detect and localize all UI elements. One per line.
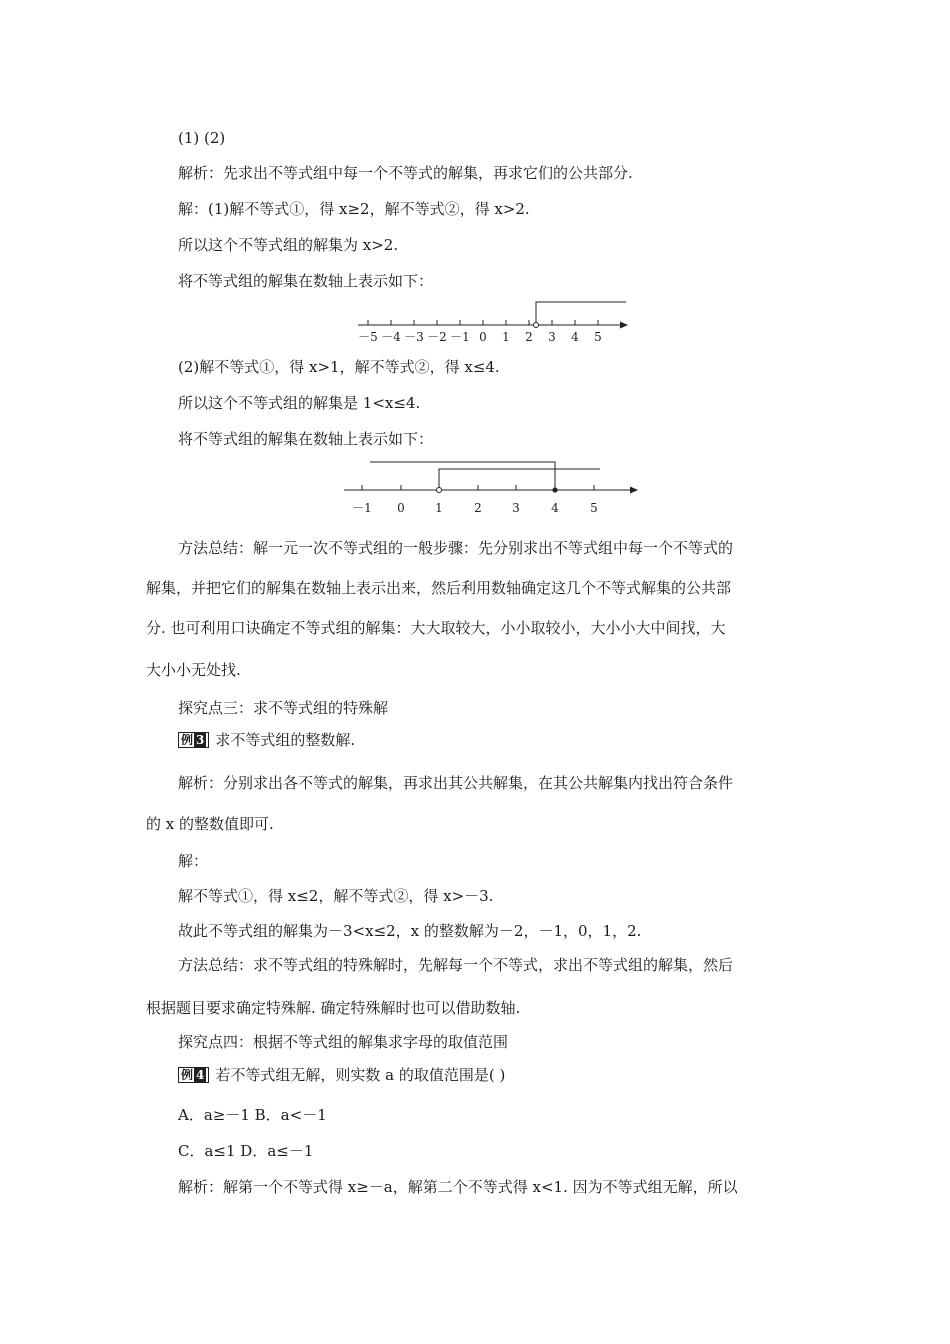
solution-bracket <box>536 302 626 325</box>
number-line-1 <box>352 300 652 345</box>
summary-text: 大小小无处找. <box>146 661 241 679</box>
tick-label: 0 <box>479 330 487 344</box>
summary-text: 分. 也可利用口诀确定不等式组的解集：大大取较大，小小取较小，大小小大中间找，大 <box>146 619 726 637</box>
answer-options: A．a≥－1 B．a<－1 <box>178 1106 327 1124</box>
section-heading: 探究点四：根据不等式组的解集求字母的取值范围 <box>178 1033 509 1051</box>
tick-label: －5 <box>358 330 378 344</box>
text-line: (1) (2) <box>178 129 226 147</box>
summary-text: 解集，并把它们的解集在数轴上表示出来，然后利用数轴确定这几个不等式解集的公共部 <box>146 579 732 597</box>
open-endpoint <box>534 323 539 328</box>
tick-label: 0 <box>397 501 405 515</box>
tick-label: 3 <box>548 330 556 344</box>
closed-endpoint <box>552 487 557 492</box>
solution-label: 解： <box>178 852 209 870</box>
tick-label: －4 <box>381 330 401 344</box>
solution-text: 所以这个不等式组的解集是 1<x≤4. <box>178 394 421 412</box>
analysis-text: 解析：分别求出各不等式的解集，再求出其公共解集，在其公共解集内找出符合条件 <box>178 774 734 792</box>
summary-text: 方法总结：解一元一次不等式组的一般步骤：先分别求出不等式组中每一个不等式的 <box>178 539 734 557</box>
solution-bracket-left <box>370 462 555 490</box>
tick-label: 5 <box>590 501 598 515</box>
tick-label: 1 <box>435 501 443 515</box>
example-question: 若不等式组无解，则实数 a 的取值范围是( ) <box>215 1066 506 1084</box>
summary-text: 根据题目要求确定特殊解. 确定特殊解时也可以借助数轴. <box>146 999 521 1017</box>
tick-marks <box>362 485 594 490</box>
answer-options: C．a≤1 D．a≤－1 <box>178 1142 314 1160</box>
section-heading: 探究点三：求不等式组的特殊解 <box>178 699 389 717</box>
tick-label: 3 <box>512 501 520 515</box>
open-endpoint <box>437 488 442 493</box>
solution-text: 故此不等式组的解集为－3<x≤2，x 的整数解为－2，－1，0，1，2. <box>178 922 642 940</box>
tick-label: 4 <box>571 330 579 344</box>
example-3 <box>178 730 355 750</box>
number-line-2 <box>338 458 648 518</box>
example-badge: 例 4 <box>178 1067 209 1083</box>
solution-text: 将不等式组的解集在数轴上表示如下： <box>178 272 434 290</box>
tick-label: －2 <box>427 330 447 344</box>
solution-text: (2)解不等式①，得 x>1，解不等式②，得 x≤4. <box>178 358 500 376</box>
example-4 <box>178 1065 505 1085</box>
tick-label: 4 <box>551 501 559 515</box>
tick-label: －1 <box>450 330 470 344</box>
tick-label: 2 <box>474 501 482 515</box>
analysis-text: 解析：解第一个不等式得 x≥－a，解第二个不等式得 x<1. 因为不等式组无解，所以 <box>178 1178 738 1196</box>
solution-text: 解：(1)解不等式①，得 x≥2，解不等式②，得 x>2. <box>178 200 530 218</box>
example-question: 求不等式组的整数解. <box>215 731 356 749</box>
summary-text: 方法总结：求不等式组的特殊解时，先解每一个不等式，求出不等式组的解集，然后 <box>178 956 734 974</box>
analysis-text: 的 x 的整数值即可. <box>146 815 274 833</box>
analysis-text: 解析：先求出不等式组中每一个不等式的解集，再求它们的公共部分. <box>178 164 633 182</box>
solution-bracket-right <box>439 469 600 490</box>
axis-arrow <box>630 487 638 494</box>
tick-label: 2 <box>525 330 533 344</box>
tick-marks <box>368 320 598 325</box>
solution-text: 解不等式①，得 x≤2，解不等式②，得 x>－3. <box>178 887 494 905</box>
example-badge: 例 3 <box>178 732 209 748</box>
solution-text: 将不等式组的解集在数轴上表示如下： <box>178 430 434 448</box>
tick-label: －1 <box>352 501 372 515</box>
tick-label: 1 <box>502 330 510 344</box>
tick-label: 5 <box>594 330 602 344</box>
axis-arrow <box>620 322 628 329</box>
solution-text: 所以这个不等式组的解集为 x>2. <box>178 236 399 254</box>
tick-label: －3 <box>404 330 424 344</box>
